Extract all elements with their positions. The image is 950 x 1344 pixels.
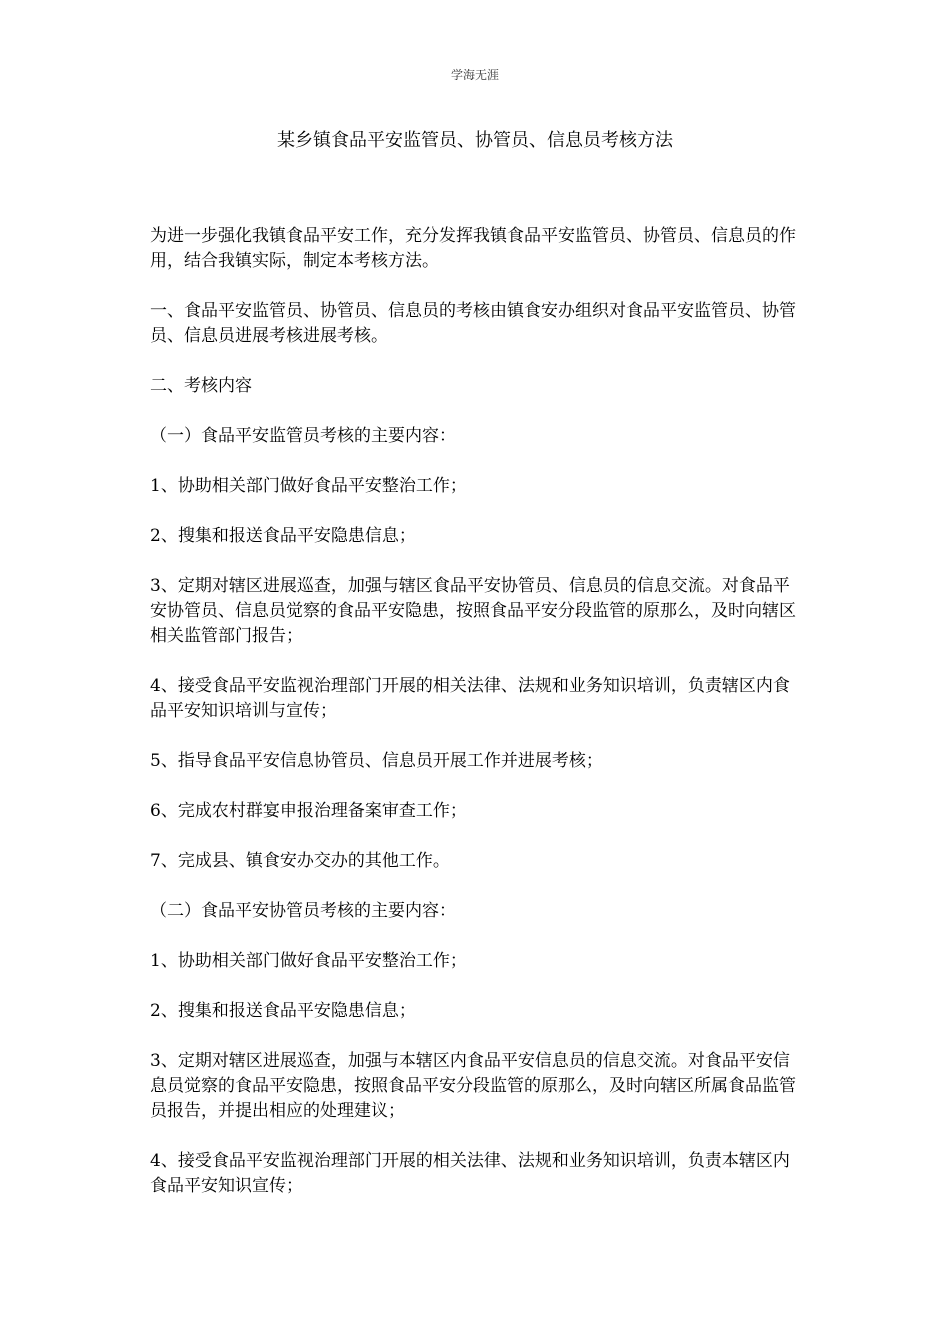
document-title: 某乡镇食品平安监管员、协管员、信息员考核方法: [277, 130, 673, 151]
paragraph-item: 4、接受食品平安监视治理部门开展的相关法律、法规和业务知识培训，负责辖区内食品平安知识培训与宣传；: [150, 676, 790, 721]
page-header: 学海无涯: [450, 68, 499, 82]
paragraph-item: 7、完成县、镇食安办交办的其他工作。: [150, 851, 450, 871]
paragraph-item: 3、定期对辖区进展巡查，加强与辖区食品平安协管员、信息员的信息交流。对食品平安协管员、信息员觉察的食品平安隐患，按照食品平安分段监管的原那么，及时向辖区相关监管部门报告；: [150, 576, 796, 646]
document-body: [150, 224, 800, 1224]
paragraph-item: 2、搜集和报送食品平安隐患信息；: [150, 526, 416, 546]
paragraph-item: 1、协助相关部门做好食品平安整治工作；: [150, 476, 467, 496]
paragraph-item: 5、指导食品平安信息协管员、信息员开展工作并进展考核；: [150, 751, 603, 771]
paragraph-item: 3、定期对辖区进展巡查，加强与本辖区内食品平安信息员的信息交流。对食品平安信息员觉察的食品平安隐患，按照食品平安分段监管的原那么，及时向辖区所属食品监管员报告，并提出相应的处理建议；: [150, 1051, 796, 1121]
paragraph-item: 1、协助相关部门做好食品平安整治工作；: [150, 951, 467, 971]
paragraph-section-1: 一、食品平安监管员、协管员、信息员的考核由镇食安办组织对食品平安监管员、协管员、信息员进展考核进展考核。: [150, 301, 796, 346]
paragraph-intro: 为进一步强化我镇食品平安工作，充分发挥我镇食品平安监管员、协管员、信息员的作用，结合我镇实际，制定本考核方法。: [150, 226, 796, 271]
paragraph-item: 6、完成农村群宴申报治理备案审查工作；: [150, 801, 467, 821]
paragraph-section-2-heading: 二、考核内容: [150, 376, 252, 396]
paragraph-item: 2、搜集和报送食品平安隐患信息；: [150, 1001, 416, 1021]
paragraph-subsection-1-heading: （一）食品平安监管员考核的主要内容：: [150, 426, 456, 446]
paragraph-subsection-2-heading: （二）食品平安协管员考核的主要内容：: [150, 901, 456, 921]
paragraph-item: 4、接受食品平安监视治理部门开展的相关法律、法规和业务知识培训，负责本辖区内食品平安知识宣传；: [150, 1151, 790, 1196]
